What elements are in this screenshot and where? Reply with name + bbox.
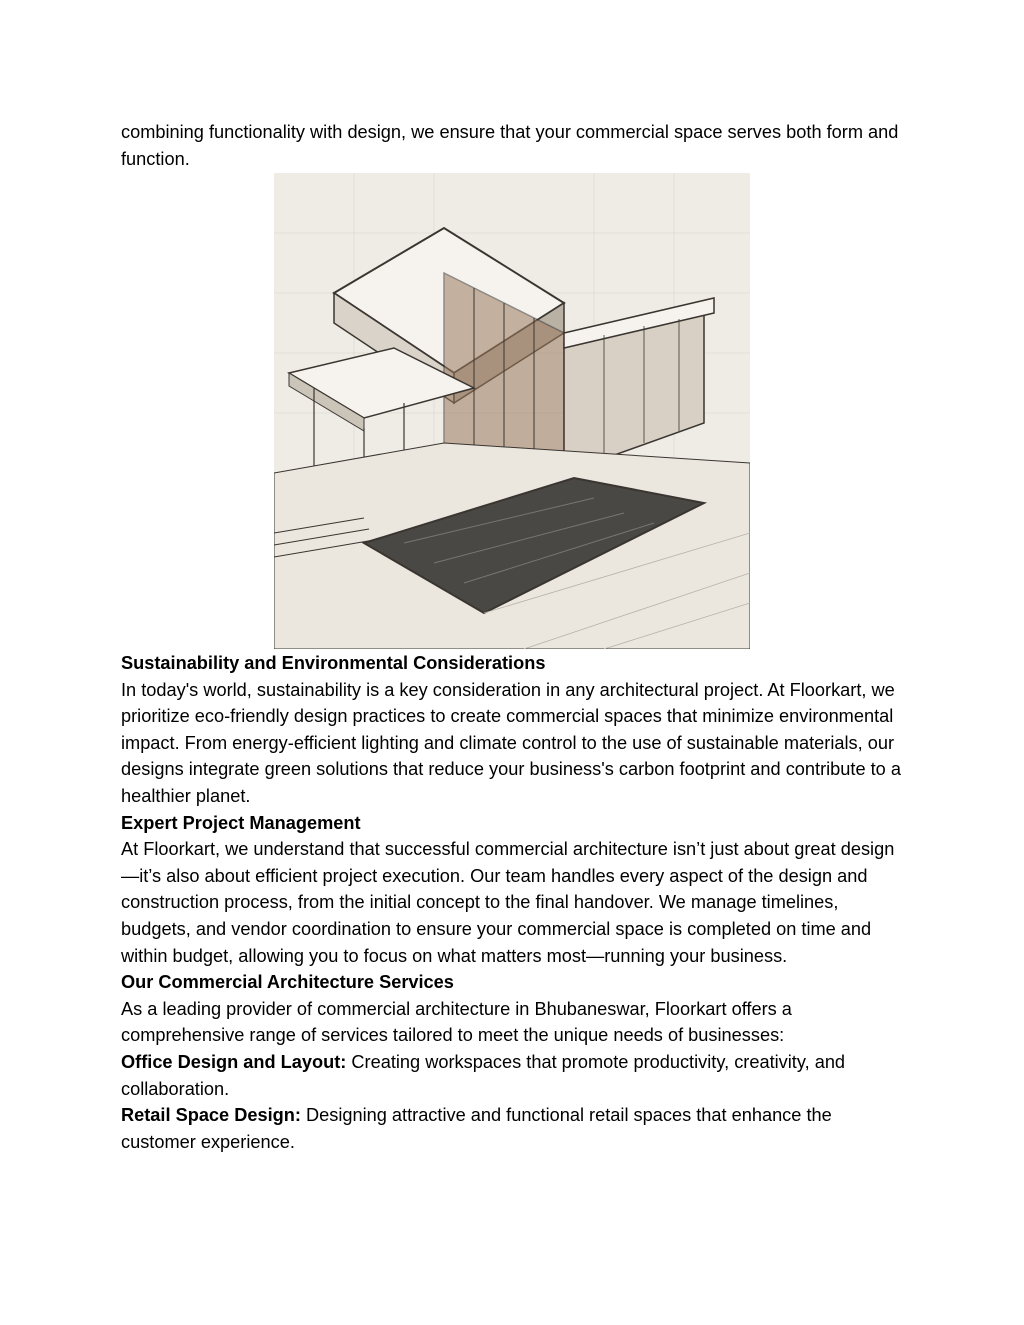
- service-item-title: Office Design and Layout:: [121, 1051, 347, 1072]
- intro-paragraph: combining functionality with design, we ensure that your commercial space serves both form and function.: [121, 122, 899, 169]
- architecture-sketch-image: [274, 173, 750, 649]
- sketch-drawing: [274, 173, 750, 649]
- project-management-heading: Expert Project Management: [121, 812, 361, 833]
- service-item-office: [121, 1049, 911, 1102]
- service-item-title: Retail Space Design:: [121, 1105, 301, 1126]
- service-item-retail: [121, 1102, 911, 1155]
- sustainability-heading: Sustainability and Environmental Considerations: [121, 653, 546, 673]
- service-item-text: Designing attractive and functional retail spaces that enhance the customer experience.: [121, 1105, 832, 1152]
- services-paragraph: As a leading provider of commercial architecture in Bhubaneswar, Floorkart offers a comprehensive range of services tailored to meet the unique needs of businesses:: [121, 998, 792, 1046]
- sustainability-paragraph: In today's world, sustainability is a key consideration in any architectural project. At Floorkart, we prioritize eco-friendly design practices to create commercial spaces that minimize environmental impact. From energy-efficient lighting and climate control to the use of sustainable materials, our designs integrate green solutions that reduce your business's carbon footprint and contribute to a healthier planet.: [121, 679, 901, 806]
- service-item-text: Creating workspaces that promote productivity, creativity, and collaboration.: [121, 1051, 846, 1099]
- services-heading: Our Commercial Architecture Services: [121, 972, 454, 993]
- main-content: [121, 650, 911, 1155]
- project-management-paragraph: At Floorkart, we understand that successful commercial architecture isn’t just about great design—it’s also about efficient project execution. Our team handles every aspect of the design and construction process, from the initial concept to the final handover. We manage timelines, budgets, and vendor coordination to ensure your commercial space is completed on time and within budget, allowing you to focus on what matters most—running your business.: [121, 839, 895, 966]
